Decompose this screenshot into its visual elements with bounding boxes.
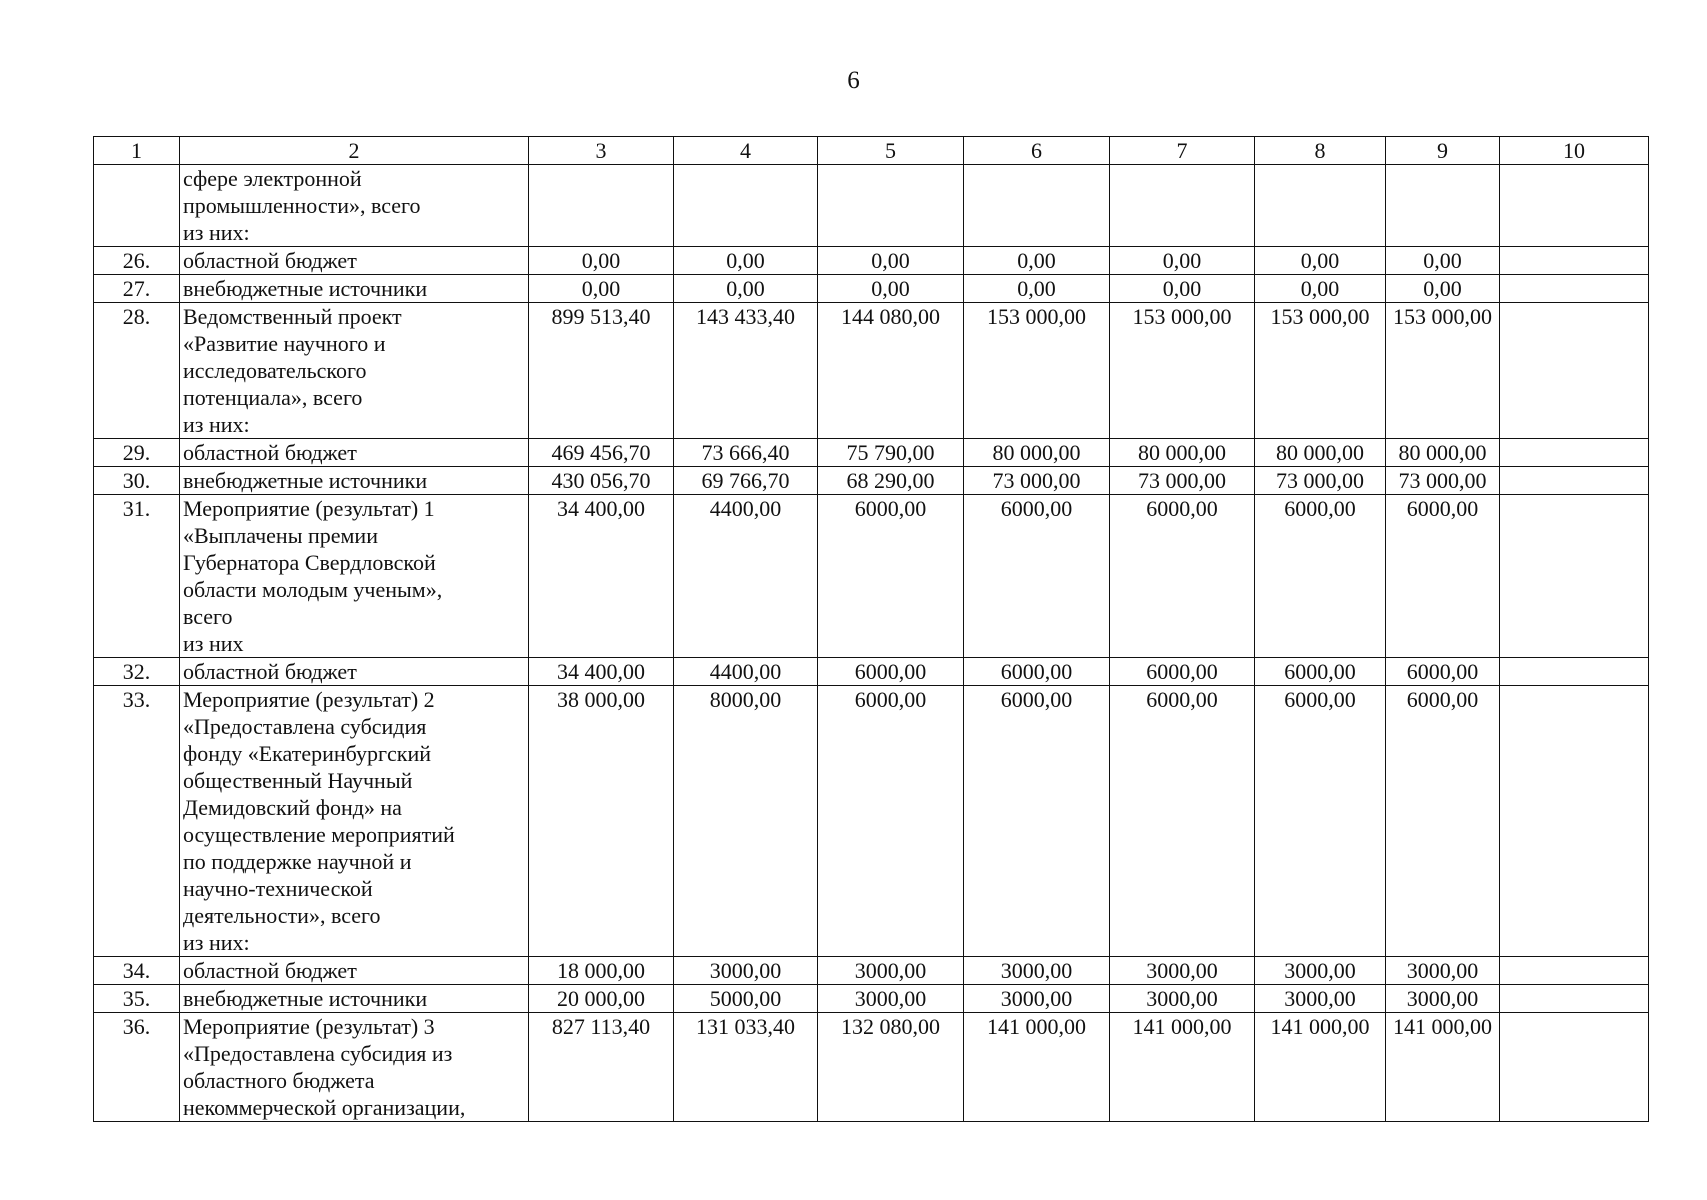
value-cell-col-4: 8000,00 [674,686,818,957]
value-cell-col-9: 6000,00 [1386,686,1500,957]
value-cell-col-3: 34 400,00 [529,658,674,686]
value-cell-col-7: 0,00 [1110,275,1255,303]
value-cell-col-8: 3000,00 [1255,957,1386,985]
table-row [94,275,1649,303]
column-header-6: 6 [964,137,1110,165]
value-cell-col-4 [674,165,818,247]
value-cell-col-10 [1500,165,1649,247]
value-cell-col-5: 144 080,00 [818,303,964,439]
value-cell-col-6: 0,00 [964,275,1110,303]
column-header-3: 3 [529,137,674,165]
value-cell-col-6: 73 000,00 [964,467,1110,495]
table-row [94,686,1649,957]
row-number [94,165,180,247]
value-cell-col-5: 3000,00 [818,957,964,985]
value-cell-col-7: 0,00 [1110,247,1255,275]
value-cell-col-8: 6000,00 [1255,686,1386,957]
value-cell-col-10 [1500,985,1649,1013]
table-row [94,467,1649,495]
value-cell-col-10 [1500,439,1649,467]
value-cell-col-6: 80 000,00 [964,439,1110,467]
row-number: 36. [94,1013,180,1122]
value-cell-col-3: 0,00 [529,275,674,303]
table-row [94,495,1649,658]
value-cell-col-7: 6000,00 [1110,495,1255,658]
value-cell-col-7: 6000,00 [1110,686,1255,957]
row-number: 30. [94,467,180,495]
value-cell-col-3: 469 456,70 [529,439,674,467]
table-row [94,247,1649,275]
value-cell-col-7: 141 000,00 [1110,1013,1255,1122]
value-cell-col-4: 0,00 [674,275,818,303]
row-name: областной бюджет [180,957,529,985]
row-name: областной бюджет [180,247,529,275]
value-cell-col-3: 899 513,40 [529,303,674,439]
value-cell-col-10 [1500,467,1649,495]
value-cell-col-8 [1255,165,1386,247]
value-cell-col-8: 6000,00 [1255,658,1386,686]
row-number: 34. [94,957,180,985]
value-cell-col-3 [529,165,674,247]
value-cell-col-7 [1110,165,1255,247]
value-cell-col-7: 3000,00 [1110,957,1255,985]
value-cell-col-6: 153 000,00 [964,303,1110,439]
value-cell-col-4: 131 033,40 [674,1013,818,1122]
value-cell-col-9: 6000,00 [1386,495,1500,658]
column-header-4: 4 [674,137,818,165]
row-name: областной бюджет [180,439,529,467]
column-header-8: 8 [1255,137,1386,165]
header-row [94,137,1649,165]
value-cell-col-5 [818,165,964,247]
value-cell-col-8: 0,00 [1255,275,1386,303]
column-header-1: 1 [94,137,180,165]
column-header-9: 9 [1386,137,1500,165]
value-cell-col-6: 6000,00 [964,686,1110,957]
value-cell-col-5: 3000,00 [818,985,964,1013]
value-cell-col-10 [1500,658,1649,686]
value-cell-col-10 [1500,303,1649,439]
column-header-2: 2 [180,137,529,165]
table-body [94,137,1649,1122]
row-name: Мероприятие (результат) 3 «Предоставлена субсидия из областного бюджета некоммерческой организации, [180,1013,529,1122]
row-name: внебюджетные источники [180,985,529,1013]
value-cell-col-5: 0,00 [818,275,964,303]
value-cell-col-4: 69 766,70 [674,467,818,495]
value-cell-col-9: 0,00 [1386,247,1500,275]
table-row [94,658,1649,686]
row-name: областной бюджет [180,658,529,686]
value-cell-col-5: 6000,00 [818,495,964,658]
value-cell-col-9: 153 000,00 [1386,303,1500,439]
column-header-5: 5 [818,137,964,165]
value-cell-col-8: 80 000,00 [1255,439,1386,467]
value-cell-col-6: 141 000,00 [964,1013,1110,1122]
table-row [94,303,1649,439]
table-row [94,439,1649,467]
value-cell-col-9: 3000,00 [1386,957,1500,985]
row-name: сфере электронной промышленности», всего из них: [180,165,529,247]
row-name: Мероприятие (результат) 2 «Предоставлена субсидия фонду «Екатеринбургский общественный Научный Демидовский фонд» на осуществление мероприятий по поддержке научной и научно-технической деятельности», всего из них: [180,686,529,957]
row-name: Ведомственный проект «Развитие научного и исследовательского потенциала», всего из них: [180,303,529,439]
row-number: 33. [94,686,180,957]
row-name: внебюджетные источники [180,467,529,495]
value-cell-col-8: 6000,00 [1255,495,1386,658]
page-number: 6 [847,67,860,94]
value-cell-col-6: 0,00 [964,247,1110,275]
row-number: 32. [94,658,180,686]
value-cell-col-4: 143 433,40 [674,303,818,439]
value-cell-col-5: 75 790,00 [818,439,964,467]
value-cell-col-4: 4400,00 [674,495,818,658]
value-cell-col-5: 6000,00 [818,686,964,957]
value-cell-col-5: 68 290,00 [818,467,964,495]
value-cell-col-3: 38 000,00 [529,686,674,957]
row-number: 31. [94,495,180,658]
value-cell-col-6: 6000,00 [964,495,1110,658]
row-number: 35. [94,985,180,1013]
value-cell-col-3: 0,00 [529,247,674,275]
value-cell-col-5: 132 080,00 [818,1013,964,1122]
value-cell-col-9: 6000,00 [1386,658,1500,686]
value-cell-col-4: 4400,00 [674,658,818,686]
value-cell-col-3: 430 056,70 [529,467,674,495]
value-cell-col-10 [1500,686,1649,957]
value-cell-col-7: 153 000,00 [1110,303,1255,439]
value-cell-col-3: 827 113,40 [529,1013,674,1122]
row-name: внебюджетные источники [180,275,529,303]
value-cell-col-4: 73 666,40 [674,439,818,467]
value-cell-col-9: 3000,00 [1386,985,1500,1013]
value-cell-col-8: 0,00 [1255,247,1386,275]
column-header-7: 7 [1110,137,1255,165]
value-cell-col-10 [1500,275,1649,303]
value-cell-col-7: 6000,00 [1110,658,1255,686]
value-cell-col-10 [1500,495,1649,658]
row-name: Мероприятие (результат) 1 «Выплачены премии Губернатора Свердловской области молодым ученым», всего из них [180,495,529,658]
value-cell-col-3: 34 400,00 [529,495,674,658]
value-cell-col-9 [1386,165,1500,247]
value-cell-col-4: 0,00 [674,247,818,275]
value-cell-col-6 [964,165,1110,247]
value-cell-col-7: 3000,00 [1110,985,1255,1013]
value-cell-col-5: 0,00 [818,247,964,275]
row-number: 28. [94,303,180,439]
budget-table [93,136,1649,1122]
column-header-10: 10 [1500,137,1649,165]
value-cell-col-6: 6000,00 [964,658,1110,686]
value-cell-col-4: 5000,00 [674,985,818,1013]
value-cell-col-6: 3000,00 [964,985,1110,1013]
value-cell-col-3: 18 000,00 [529,957,674,985]
value-cell-col-3: 20 000,00 [529,985,674,1013]
table-row [94,165,1649,247]
value-cell-col-9: 141 000,00 [1386,1013,1500,1122]
value-cell-col-10 [1500,957,1649,985]
row-number: 27. [94,275,180,303]
row-number: 29. [94,439,180,467]
value-cell-col-8: 73 000,00 [1255,467,1386,495]
value-cell-col-10 [1500,1013,1649,1122]
value-cell-col-5: 6000,00 [818,658,964,686]
value-cell-col-4: 3000,00 [674,957,818,985]
row-number: 26. [94,247,180,275]
value-cell-col-8: 153 000,00 [1255,303,1386,439]
value-cell-col-6: 3000,00 [964,957,1110,985]
value-cell-col-8: 3000,00 [1255,985,1386,1013]
value-cell-col-7: 73 000,00 [1110,467,1255,495]
value-cell-col-9: 80 000,00 [1386,439,1500,467]
value-cell-col-7: 80 000,00 [1110,439,1255,467]
value-cell-col-8: 141 000,00 [1255,1013,1386,1122]
value-cell-col-10 [1500,247,1649,275]
table-row [94,957,1649,985]
table-row [94,985,1649,1013]
value-cell-col-9: 0,00 [1386,275,1500,303]
table-row [94,1013,1649,1122]
value-cell-col-9: 73 000,00 [1386,467,1500,495]
